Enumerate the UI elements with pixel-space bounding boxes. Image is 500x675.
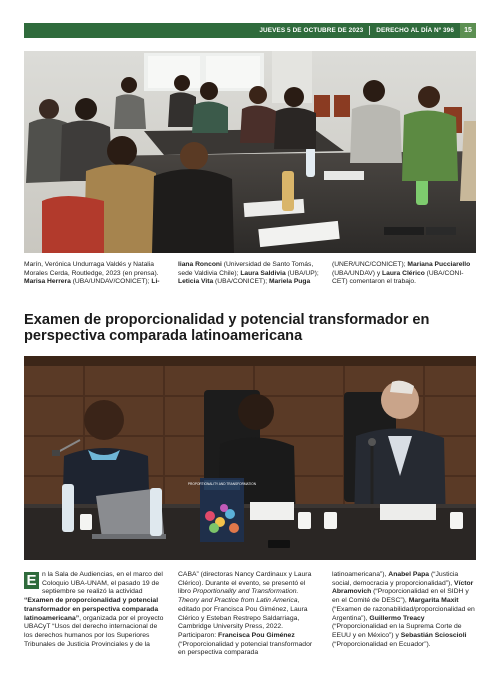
caption-column-3: (UNER/UNC/CONICET); Mariana Pucciarello (UBA/UNDAV) y Laura Clérico (UBA/CONI-CET) comentaron el trabajo.: [332, 261, 471, 286]
page-number: 15: [460, 23, 476, 38]
meeting-photo: [24, 51, 476, 253]
book-title: PROPORTIONALITY AND TRANSFORMATION: [187, 482, 257, 486]
article-body-column-3: latinoamericana”), Anabel Papa (“Justicia social, democracia y proporcionalidad”), Víctor Abramovich (“Proporcionalidad en el SIDH y en el Comité de DESC”), Margarita Maxit (“Examen de razonabilidad/proporcionalidad en Argentina”), Guillermo Treacy (“Proporcionalidad en la Suprema Corte de EEUU y en México”) y Sebastián Scioscioli (“Proporcionalidad en Ecuador”).: [332, 571, 475, 648]
caption-column-2: liana Ronconi (Universidad de Santo Tomás, sede Valdivia Chile); Laura Saldivia (UBA/UP); Leticia Vita (UBA/CONICET); Mariela Puga: [178, 261, 319, 286]
caption-column-1: Marín, Verónica Undurraga Valdés y Natalia Morales Cerda, Routledge, 2023 (en prensa). Marisa Herrera (UBA/UNDAV/CONICET); Li-: [24, 261, 160, 286]
drop-cap: E: [24, 572, 39, 589]
article-headline: Examen de proporcionalidad y potencial transformador en perspectiva comparada latinoamericana: [24, 312, 430, 345]
header-date: JUEVES 5 DE OCTUBRE DE 2023: [259, 27, 364, 34]
page-header-bar: [24, 23, 476, 38]
header-issue: DERECHO AL DÍA Nº 396: [376, 27, 454, 34]
article-body-column-2: CABA” (directoras Nancy Cardinaux y Laura Clérico). Durante el evento, se presentó el libro Proportionality and Transformation. Theory and Practice from Latin America, editado por Francisca Pou Giménez, Laura Clérico y Esteban Restrepo Saldarriaga, Cambridge University Press, 2022. Participaron: Francisca Pou Giménez (“Proporcionalidad y potencial transformador en perspectiva comparada: [178, 571, 313, 657]
header-separator: [369, 26, 370, 35]
panel-photo: [24, 356, 476, 560]
article-body-column-1: E n la Sala de Audiencias, en el marco del Coloquio UBA-UNAM, el pasado 19 de septiembre se realizó la actividad “Examen de proporcionalidad y potencial transformador en perspectiva comparada latinoamericana”, organizada por el proyecto UBACyT “Usos del derecho internacional de los derechos humanos por los Superiores Tribunales de Justicia Provinciales y de la: [24, 571, 164, 648]
